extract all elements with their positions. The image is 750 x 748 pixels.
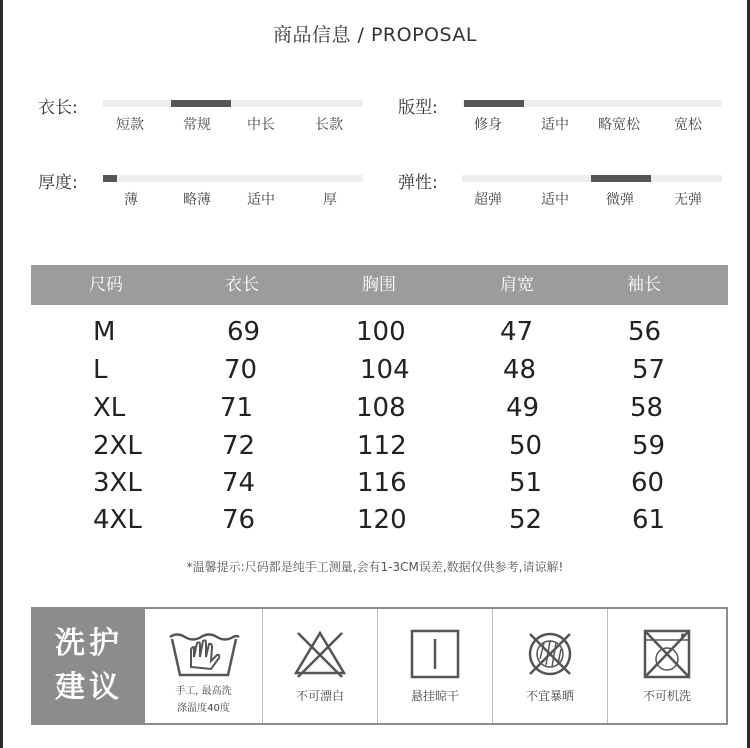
line-dry-text: 悬挂晾干 bbox=[410, 689, 459, 703]
fit-track bbox=[462, 100, 722, 107]
row-l-shoulder: 48 bbox=[503, 355, 537, 385]
thickness-option-slightly-thin: 略薄 bbox=[183, 192, 211, 208]
row-xl-length: 71 bbox=[220, 393, 254, 423]
row-2xl-sleeve: 59 bbox=[632, 431, 666, 461]
care-item-no-bleach bbox=[263, 609, 377, 723]
thickness-option-thick: 厚 bbox=[323, 192, 337, 208]
row-3xl-shoulder: 51 bbox=[509, 468, 543, 498]
row-4xl-sleeve: 61 bbox=[632, 505, 666, 535]
elasticity-option-slight: 微弹 bbox=[606, 192, 634, 208]
thickness-option-thin: 薄 bbox=[124, 192, 138, 208]
row-4xl-shoulder: 52 bbox=[509, 505, 543, 535]
header-sleeve: 袖长 bbox=[627, 275, 661, 295]
header-size: 尺码 bbox=[89, 275, 123, 295]
row-3xl-size: 3XL bbox=[93, 468, 142, 498]
no-bleach-icon bbox=[292, 627, 348, 681]
no-sun-text: 不宜暴晒 bbox=[525, 689, 574, 703]
care-item-no-machine-wash bbox=[608, 609, 726, 723]
size-table-header bbox=[31, 265, 728, 305]
no-tumble-dry-icon bbox=[522, 627, 578, 681]
hand-wash-text-line2: 涤温度40度 bbox=[177, 703, 230, 714]
no-machine-wash-icon bbox=[639, 627, 695, 681]
elasticity-selected-indicator bbox=[591, 175, 651, 182]
page-title: 商品信息 / PROPOSAL bbox=[272, 24, 477, 46]
row-2xl-chest: 112 bbox=[357, 431, 407, 461]
no-machine-wash-text: 不可机洗 bbox=[642, 689, 691, 703]
length-option-short: 短款 bbox=[116, 117, 144, 133]
fit-option-slim: 修身 bbox=[474, 117, 502, 133]
length-label: 衣长: bbox=[38, 98, 78, 118]
row-4xl-length: 76 bbox=[222, 505, 256, 535]
thickness-track bbox=[103, 175, 363, 182]
row-3xl-sleeve: 60 bbox=[631, 468, 665, 498]
row-4xl-chest: 120 bbox=[357, 505, 407, 535]
measurement-note: *温馨提示:尺码都是纯手工测量,会有1-3CM误差,数据仅供参考,请谅解! bbox=[186, 560, 564, 574]
row-2xl-shoulder: 50 bbox=[509, 431, 543, 461]
header-length: 衣长 bbox=[225, 275, 259, 295]
row-4xl-size: 4XL bbox=[93, 505, 142, 535]
fit-option-medium: 适中 bbox=[541, 117, 569, 133]
no-bleach-text: 不可漂白 bbox=[295, 689, 344, 703]
left-border bbox=[0, 0, 3, 748]
length-option-mid: 中长 bbox=[247, 117, 275, 133]
row-xl-chest: 108 bbox=[356, 393, 406, 423]
care-label-line1: 洗护 bbox=[55, 626, 123, 661]
length-selected-indicator bbox=[171, 100, 231, 107]
elasticity-label: 弹性: bbox=[398, 173, 438, 193]
row-l-chest: 104 bbox=[360, 355, 410, 385]
hand-wash-icon bbox=[167, 627, 241, 681]
row-m-chest: 100 bbox=[356, 317, 406, 347]
row-l-size: L bbox=[93, 355, 108, 385]
hand-wash-text-line1: 手工, 最高洗 bbox=[175, 686, 232, 697]
header-shoulder: 肩宽 bbox=[500, 275, 534, 295]
row-m-size: M bbox=[93, 317, 116, 347]
fit-label: 版型: bbox=[398, 98, 438, 118]
care-instructions-panel bbox=[31, 607, 728, 725]
row-xl-sleeve: 58 bbox=[630, 393, 664, 423]
row-m-sleeve: 56 bbox=[628, 317, 662, 347]
care-label-line2: 建议 bbox=[55, 670, 123, 705]
row-m-shoulder: 47 bbox=[500, 317, 534, 347]
thickness-label: 厚度: bbox=[38, 173, 78, 193]
elasticity-option-super: 超弹 bbox=[474, 192, 502, 208]
line-dry-icon bbox=[407, 627, 463, 681]
row-l-sleeve: 57 bbox=[632, 355, 666, 385]
row-2xl-length: 72 bbox=[222, 431, 256, 461]
row-3xl-length: 74 bbox=[222, 468, 256, 498]
length-option-long: 长款 bbox=[315, 117, 343, 133]
care-item-line-dry bbox=[378, 609, 492, 723]
thickness-selected-indicator bbox=[103, 175, 117, 182]
row-3xl-chest: 116 bbox=[357, 468, 407, 498]
elasticity-option-none: 无弹 bbox=[674, 192, 702, 208]
thickness-option-medium: 适中 bbox=[247, 192, 275, 208]
care-label bbox=[33, 609, 145, 723]
length-track bbox=[103, 100, 363, 107]
care-item-hand-wash bbox=[145, 609, 262, 723]
elasticity-track bbox=[462, 175, 722, 182]
row-xl-size: XL bbox=[93, 393, 126, 423]
fit-option-loose: 略宽松 bbox=[598, 117, 640, 133]
fit-option-wide: 宽松 bbox=[674, 117, 702, 133]
fit-selected-indicator bbox=[464, 100, 524, 107]
row-xl-shoulder: 49 bbox=[506, 393, 540, 423]
row-2xl-size: 2XL bbox=[93, 431, 142, 461]
care-item-no-sun bbox=[493, 609, 607, 723]
row-l-length: 70 bbox=[224, 355, 258, 385]
elasticity-option-medium: 适中 bbox=[541, 192, 569, 208]
length-option-regular: 常规 bbox=[183, 117, 211, 133]
row-m-length: 69 bbox=[227, 317, 261, 347]
header-chest: 胸围 bbox=[362, 275, 396, 295]
